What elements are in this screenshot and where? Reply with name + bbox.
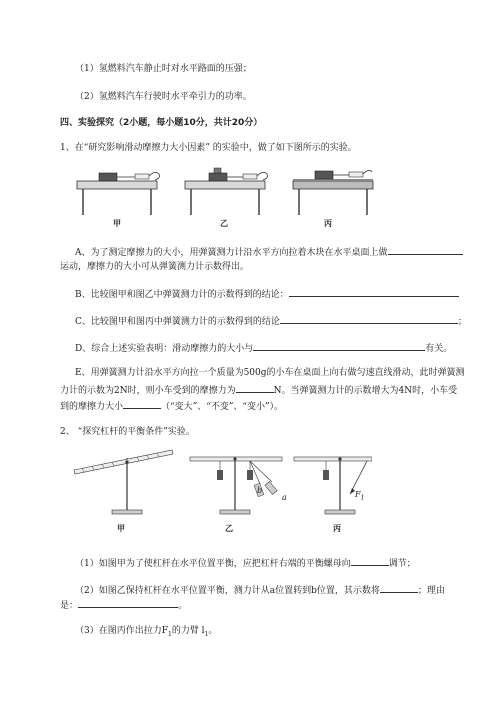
label-f-sub: 1 (360, 494, 365, 502)
lever-setup-yi (190, 457, 282, 514)
figure2-caption-bing: 丙 (333, 524, 341, 533)
part-a-answer-blank[interactable] (388, 245, 463, 255)
q2-part-2-blank[interactable] (380, 583, 418, 593)
question-2-part-2-cont (60, 598, 187, 613)
part-a-text: A、为了测定摩擦力的大小，用弹簧测力计沿水平方向拉着木块在水平桌面上做 (75, 248, 388, 258)
q2-part-1-text: （1）如图甲为了使杠杆在水平位置平衡，应把杠杆右端的平衡螺母向 (75, 559, 351, 569)
q2-part-2-text: （2）如图乙保持杠杆在水平位置平衡，测力计从a位置转到b位置，其示数将 (75, 586, 380, 596)
question-1-part-e-1: E、用弹簧测力计沿水平方向拉一个质量为500g的小车在桌面上向右做匀速直线滑动，此时弹簧测 (75, 368, 465, 378)
question-1-part-d (75, 341, 452, 356)
q2-part-3-sub: 1 (167, 630, 172, 638)
part-d-end: 有关。 (425, 344, 453, 354)
q2-part-2-end: ；理由 (417, 586, 445, 596)
part-d-answer-blank[interactable] (253, 341, 425, 351)
question-1-part-c (75, 314, 467, 329)
question-2-part-2 (75, 583, 445, 598)
lever-setup-jia (74, 450, 173, 514)
part-e-change-blank[interactable] (123, 399, 161, 409)
question-1-part-e-2 (60, 383, 457, 398)
question-1-part-e-3 (60, 399, 283, 414)
question-part-2: （2）氢燃料汽车行驶时水平牵引力的功率。 (75, 92, 252, 102)
part-e-text-b: N。当弹簧测力计的示数增大为4N时，小车受 (273, 386, 458, 396)
part-e-text-c: 到的摩擦力大小 (60, 402, 124, 412)
question-2-part-1 (75, 556, 416, 571)
label-a: a (282, 493, 287, 502)
q2-part-2-reason-blank[interactable] (78, 598, 178, 608)
q2-part-3-text-b: 的力臂 l (171, 626, 205, 636)
label-f: F (355, 490, 361, 499)
section-heading: 四、实验探究（2小题，每小题10分，共计20分） (60, 118, 263, 128)
figure1-caption-yi: 乙 (220, 219, 228, 228)
question-2-part-3 (75, 625, 217, 641)
q2-part-3-end: 。 (208, 626, 218, 636)
question-1-part-a (75, 245, 463, 260)
part-b-answer-blank[interactable] (289, 287, 459, 297)
label-f1 (355, 490, 364, 502)
part-e-text-d: （“变大”、“不变”、“变小”）。 (161, 402, 284, 412)
lever-setup-bing (294, 457, 372, 514)
part-e-text-a: 力计的示数为2N时，则小车受到的摩擦力为 (60, 386, 236, 396)
part-b-text: B、比较图甲和图乙中弹簧测力计的示数得到的结论： (75, 290, 289, 300)
label-b: b (257, 486, 263, 495)
q2-part-3-text: （3）在图丙作出拉力F (75, 626, 168, 636)
part-c-end: ； (457, 317, 467, 327)
q2-part-1-end: 调节； (388, 559, 416, 569)
part-c-answer-blank[interactable] (280, 314, 458, 324)
figure2-caption-yi: 乙 (225, 524, 233, 533)
part-e-friction-blank[interactable] (236, 383, 274, 393)
question-part-1: （1）氢燃料汽车静止时对水平路面的压强； (75, 64, 252, 74)
question-1-part-b (75, 287, 459, 302)
figure2-caption-jia: 甲 (117, 524, 125, 533)
part-d-text: D、综合上述实验表明：滑动摩擦力的大小与 (75, 344, 254, 354)
q2-part-3-sub2: 1 (204, 630, 209, 638)
q2-part-2-reason-label: 是： (60, 601, 79, 611)
lever-experiment-figure (72, 446, 372, 521)
figure1-caption-bing: 丙 (324, 219, 332, 228)
friction-setup-yi (185, 168, 268, 215)
question-1-part-a-cont: 运动，摩擦力的大小可从弹簧测力计示数得出。 (60, 262, 250, 272)
q2-part-1-blank[interactable] (351, 556, 389, 566)
question-1-intro: 1、在“研究影响滑动摩擦力大小因素” 的实验中，做了如下图所示的实验。 (60, 143, 357, 153)
friction-setup-bing (293, 170, 373, 215)
friction-setup-jia (77, 172, 160, 215)
q2-part-2-reason-end: 。 (178, 601, 188, 611)
figure1-caption-jia: 甲 (113, 219, 121, 228)
part-c-text: C、比较图甲和图丙中弹簧测力计的示数得到的结论 (75, 317, 280, 327)
question-2-intro: 2、 “探究杠杆的平衡条件”实验。 (60, 427, 195, 437)
